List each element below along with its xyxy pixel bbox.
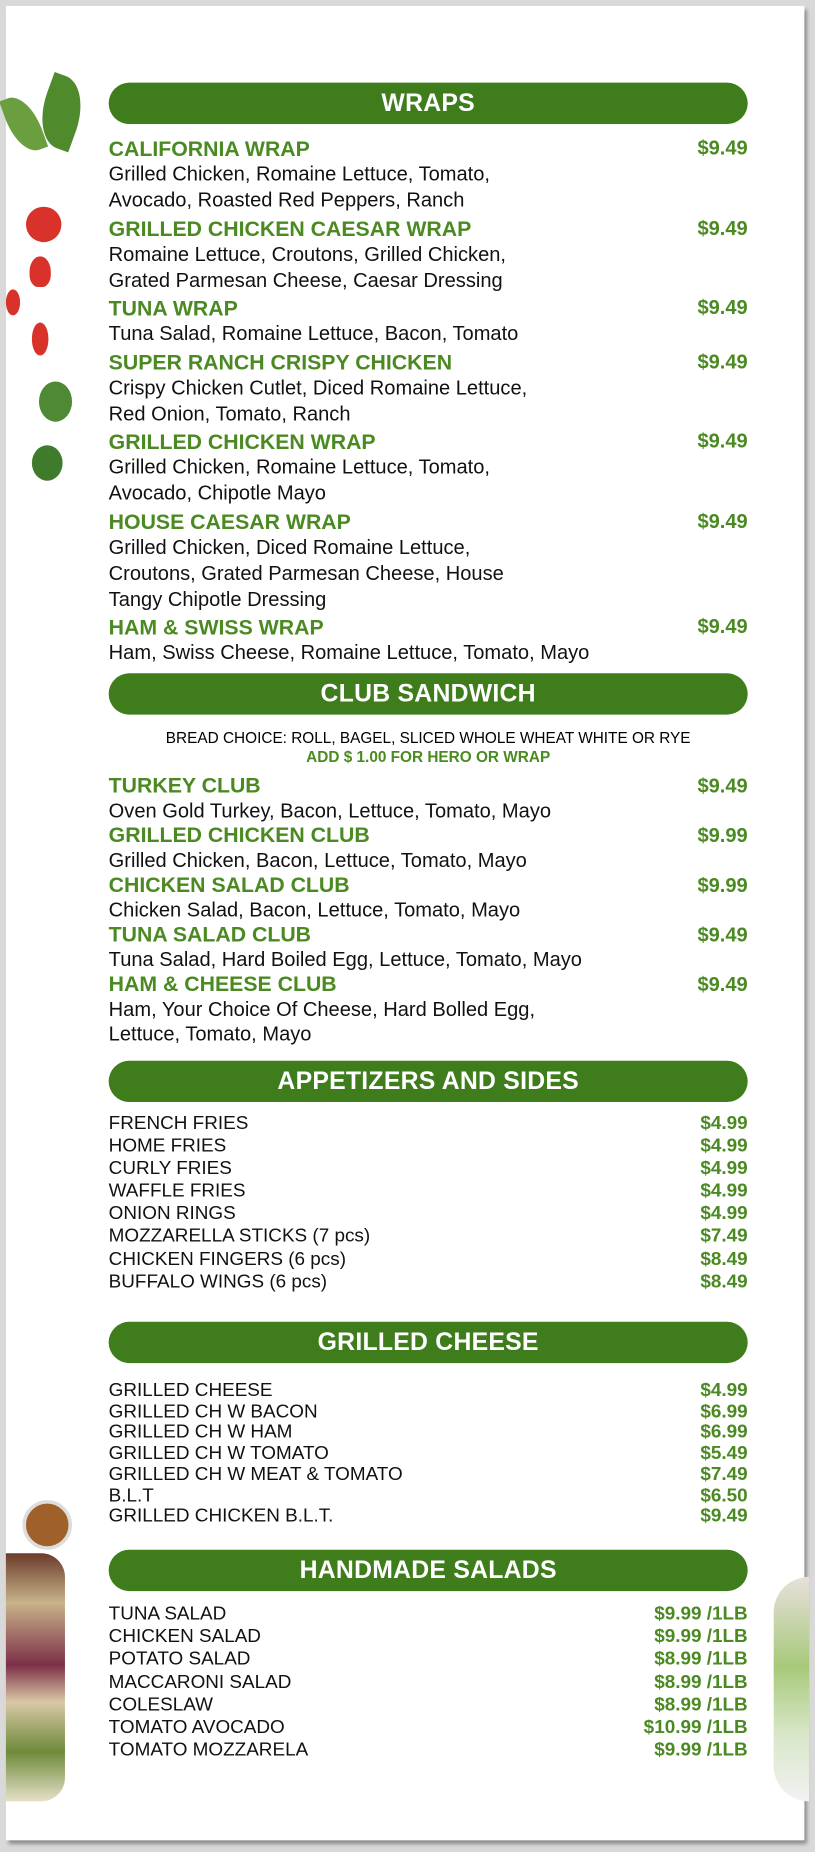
item-name: TOMATO MOZZARELA	[108, 1740, 309, 1761]
menu-item	[109, 216, 748, 294]
menu-item	[109, 1423, 748, 1444]
item-price: $6.99	[700, 1401, 748, 1422]
item-name: BUFFALO WINGS (6 pcs)	[108, 1271, 328, 1292]
sauce-bowl-icon	[22, 1500, 72, 1550]
item-name: GRILLED CHICKEN CAESAR WRAP	[108, 216, 472, 241]
item-name: CHICKEN FINGERS (6 pcs)	[108, 1249, 346, 1270]
item-price: $9.99 /1LB	[654, 1740, 748, 1761]
menu-item	[109, 823, 748, 873]
item-description: Grated Parmesan Cheese, Caesar Dressing	[108, 268, 503, 292]
item-price: $8.49	[700, 1271, 748, 1292]
menu-item	[109, 1694, 748, 1717]
item-name: HAM & CHEESE CLUB	[108, 972, 337, 996]
menu-item	[109, 295, 748, 347]
item-price: $9.49	[697, 509, 748, 533]
club-list	[109, 774, 748, 1047]
item-name: CURLY FRIES	[108, 1158, 232, 1180]
item-price: $9.49	[697, 137, 748, 160]
item-price: $9.49	[697, 923, 748, 947]
item-description: Lettuce, Tomato, Mayo	[108, 1022, 312, 1046]
menu-item	[109, 1135, 748, 1158]
item-name: GRILLED CH W MEAT & TOMATO	[108, 1464, 403, 1485]
item-price: $9.49	[697, 350, 748, 373]
item-price: $9.99	[697, 874, 748, 897]
item-price: $9.49	[697, 296, 748, 319]
menu-item	[109, 1203, 748, 1226]
item-price: $8.99 /1LB	[654, 1649, 748, 1670]
item-description: Red Onion, Tomato, Ranch	[108, 402, 351, 425]
menu-item	[109, 1271, 748, 1294]
item-name: TUNA WRAP	[108, 296, 238, 321]
item-price: $9.49	[697, 216, 748, 240]
item-price: $4.99	[700, 1113, 748, 1134]
item-name: TOMATO AVOCADO	[108, 1717, 285, 1738]
item-name: ONION RINGS	[108, 1204, 236, 1225]
item-price: $9.99 /1LB	[654, 1626, 748, 1647]
menu-item	[109, 1485, 748, 1506]
item-name: CHICKEN SALAD CLUB	[108, 872, 350, 897]
item-name: WAFFLE FRIES	[108, 1181, 246, 1202]
item-name: GRILLED CHICKEN WRAP	[108, 429, 376, 454]
item-price: $9.49	[697, 774, 748, 798]
item-description: Grilled Chicken, Diced Romaine Lettuce,	[108, 535, 471, 559]
menu-item	[109, 1180, 748, 1203]
item-price: $9.49	[697, 429, 748, 453]
basil-leaf-icon	[0, 91, 48, 157]
menu-item	[109, 1506, 748, 1527]
item-description: Crispy Chicken Cutlet, Diced Romaine Lettuce,	[108, 376, 528, 399]
appetizers-list	[109, 1113, 748, 1293]
item-price: $5.49	[700, 1443, 748, 1464]
menu-item	[109, 873, 748, 923]
menu-item	[109, 349, 748, 427]
item-name: GRILLED CH W HAM	[108, 1422, 293, 1443]
menu-page	[6, 6, 804, 1840]
menu-item	[109, 1626, 748, 1649]
item-name: GRILLED CHEESE	[108, 1380, 273, 1401]
item-name: GRILLED CHICKEN CLUB	[108, 823, 370, 847]
item-price: $4.99	[700, 1204, 748, 1225]
menu-item	[109, 1402, 748, 1423]
item-description: Romaine Lettuce, Croutons, Grilled Chicken,	[108, 242, 507, 266]
item-price: $9.49	[697, 973, 748, 996]
menu-item	[109, 1464, 748, 1485]
menu-item	[109, 923, 748, 973]
grilled-cheese-list	[109, 1381, 748, 1527]
menu-item	[109, 1248, 748, 1271]
item-price: $6.50	[700, 1485, 748, 1506]
menu-item	[109, 1158, 748, 1181]
section-header-handmade-salads: HANDMADE SALADS	[109, 1550, 748, 1591]
item-description: Oven Gold Turkey, Bacon, Lettuce, Tomato, Mayo	[108, 799, 552, 823]
item-name: SUPER RANCH CRISPY CHICKEN	[108, 350, 453, 374]
item-description: Chicken Salad, Bacon, Lettuce, Tomato, Mayo	[108, 898, 521, 922]
item-price: $10.99 /1LB	[643, 1717, 748, 1738]
item-price: $7.49	[700, 1226, 748, 1247]
menu-item	[109, 429, 748, 507]
item-price: $8.99 /1LB	[654, 1672, 748, 1693]
item-description: Avocado, Roasted Red Peppers, Ranch	[108, 188, 465, 212]
menu-item	[109, 1444, 748, 1465]
item-description: Tangy Chipotle Dressing	[108, 587, 327, 611]
item-name: HOUSE CAESAR WRAP	[108, 509, 351, 534]
item-name: HAM & SWISS WRAP	[108, 615, 324, 640]
broccoli-icon	[32, 445, 63, 480]
item-name: MACCARONI SALAD	[108, 1672, 292, 1693]
menu-item	[109, 972, 748, 1046]
item-name: TURKEY CLUB	[108, 773, 261, 798]
item-price: $7.49	[700, 1464, 748, 1485]
item-price: $9.99	[697, 824, 748, 847]
item-price: $9.99 /1LB	[654, 1604, 748, 1625]
item-name: TUNA SALAD	[108, 1604, 227, 1625]
item-name: GRILLED CH W BACON	[108, 1401, 318, 1422]
menu-item	[109, 1603, 748, 1626]
tomato-icon	[32, 322, 49, 355]
item-name: GRILLED CHICKEN B.L.T.	[108, 1506, 334, 1527]
item-description: Ham, Your Choice Of Cheese, Hard Bolled Egg,	[108, 998, 536, 1021]
item-description: Grilled Chicken, Bacon, Lettuce, Tomato, Mayo	[108, 849, 527, 872]
menu-item	[109, 774, 748, 824]
tacos-icon	[6, 1553, 65, 1801]
item-description: Croutons, Grated Parmesan Cheese, House	[108, 561, 504, 585]
item-name: CALIFORNIA WRAP	[108, 137, 310, 161]
broccoli-icon	[39, 382, 72, 422]
section-header-grilled-cheese: GRILLED CHEESE	[109, 1322, 748, 1363]
menu-item	[109, 1381, 748, 1402]
tomato-icon	[26, 207, 61, 242]
salads-list	[109, 1603, 748, 1762]
item-description: Grilled Chicken, Romaine Lettuce, Tomato,	[108, 455, 491, 479]
bread-choice-text: BREAD CHOICE: ROLL, BAGEL, SLICED WHOLE WHEAT WHITE OR RYE	[165, 728, 691, 747]
item-price: $8.49	[700, 1249, 748, 1270]
item-description: Tuna Salad, Hard Boiled Egg, Lettuce, Tomato, Mayo	[108, 948, 582, 971]
menu-item	[109, 509, 748, 613]
menu-item	[109, 1225, 748, 1248]
tomato-icon	[30, 256, 51, 287]
item-price: $9.49	[700, 1506, 748, 1527]
menu-item	[109, 1113, 748, 1136]
section-header-wraps: WRAPS	[109, 83, 748, 124]
item-name: MOZZARELLA STICKS (7 pcs)	[108, 1226, 371, 1247]
item-description: Ham, Swiss Cheese, Romaine Lettuce, Tomato, Mayo	[108, 641, 590, 664]
item-price: $9.49	[697, 615, 748, 638]
item-price: $4.99	[700, 1380, 748, 1401]
item-name: CHICKEN SALAD	[108, 1626, 261, 1647]
menu-item	[109, 614, 748, 666]
bread-choice-note	[109, 729, 748, 767]
menu-item	[109, 136, 748, 214]
tomato-icon	[6, 289, 20, 315]
wraps-list	[109, 136, 748, 668]
menu-item	[109, 1716, 748, 1739]
menu-item	[109, 1739, 748, 1762]
menu-item	[109, 1648, 748, 1671]
item-price: $4.99	[700, 1136, 748, 1157]
item-name: TUNA SALAD CLUB	[108, 922, 312, 947]
item-price: $6.99	[700, 1422, 748, 1443]
item-price: $4.99	[700, 1181, 748, 1202]
section-header-appetizers: APPETIZERS AND SIDES	[109, 1061, 748, 1102]
item-description: Grilled Chicken, Romaine Lettuce, Tomato,	[108, 163, 491, 186]
item-name: COLESLAW	[108, 1694, 214, 1715]
item-description: Avocado, Chipotle Mayo	[108, 481, 326, 505]
item-name: HOME FRIES	[108, 1136, 227, 1157]
item-name: POTATO SALAD	[108, 1649, 251, 1670]
item-price: $8.99 /1LB	[654, 1694, 748, 1715]
item-name: B.L.T	[108, 1485, 154, 1506]
salad-bowl-icon	[774, 1577, 809, 1801]
menu-item	[109, 1671, 748, 1694]
add-hero-wrap-note: ADD $ 1.00 FOR HERO OR WRAP	[306, 747, 551, 766]
item-name: GRILLED CH W TOMATO	[108, 1443, 329, 1464]
item-name: FRENCH FRIES	[108, 1113, 249, 1134]
section-header-club-sandwich: CLUB SANDWICH	[109, 673, 748, 714]
item-price: $4.99	[700, 1158, 748, 1180]
item-description: Tuna Salad, Romaine Lettuce, Bacon, Tomato	[108, 322, 519, 345]
